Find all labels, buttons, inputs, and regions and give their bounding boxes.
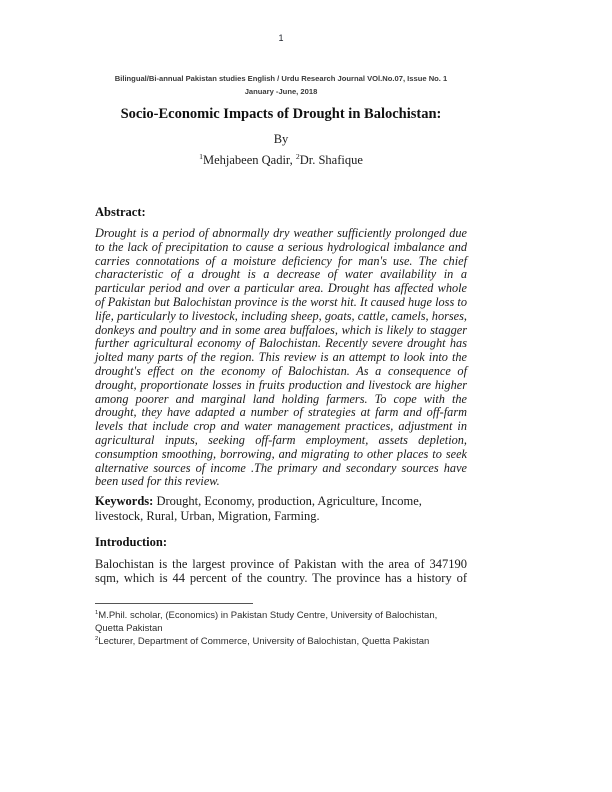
author-1-name: Mehjabeen Qadir, xyxy=(202,153,293,167)
footnote-1 xyxy=(95,609,467,635)
author-1-footnote-marker: 1 xyxy=(199,151,203,161)
introduction-heading: Introduction: xyxy=(95,535,168,550)
footnote-2-marker: 2 xyxy=(95,635,99,642)
journal-header xyxy=(95,72,467,98)
abstract-heading: Abstract: xyxy=(95,205,146,219)
keywords-text: Drought, Economy, production, Agriculture, Income, livestock, Rural, Urban, Migration, Farming. xyxy=(95,494,422,523)
author-2-name: Dr. Shafique xyxy=(299,153,363,167)
introduction-body: Balochistan is the largest province of Pakistan with the area of 347190 sqm, which is 44 percent of the country. The province has a history of xyxy=(95,557,467,586)
authors-line xyxy=(95,152,467,168)
page-number: 1 xyxy=(278,33,284,43)
page-content-column xyxy=(95,0,467,585)
journal-header-line2: January -June, 2018 xyxy=(244,87,318,96)
keywords-label: Keywords: xyxy=(95,494,154,509)
footnote-2 xyxy=(95,635,467,648)
footnote-2-text: Lecturer, Department of Commerce, University of Balochistan, Quetta Pakistan xyxy=(98,636,430,647)
abstract-body: Drought is a period of abnormally dry weather sufficiently prolonged due to the lack of precipitation to cause a serious hydrological imbalance and carries connotations of a moisture deficiency for man's use. The chief characteristic of a drought is a decrease of water availability in a particular period and over a particular area. Drought has affected whole of Pakistan but Balochistan province is the worst hit. It caused huge loss to life, particularly to livestock, including sheep, goats, cattle, camels, horses, donkeys and poultry and in some area buffaloes, which is likely to stagger further agricultural economy of Balochistan. Recently severe drought has jolted many parts of the region. This review is an attempt to look into the drought's effect on the economy of Balochistan. As a consequence of drought, proportionate losses in fruits production and livestock are higher among poorer and marginal land holding farmers. To cope with the drought, they have adapted a number of strategies at farm and off-farm levels that include crop and water management practices, adjustment in agricultural inputs, seeking off-farm employment, assets depletion, consumption smoothing, borrowing, and migrating to other places to seek alternative sources of income .The primary and secondary sources have been used for this review. xyxy=(95,226,467,489)
footnote-1-marker: 1 xyxy=(95,609,99,616)
footnote-1-text: M.Phil. scholar, (Economics) in Pakistan Study Centre, University of Balochistan, Quetta Pakistan xyxy=(95,610,438,634)
author-2-footnote-marker: 2 xyxy=(295,151,300,161)
byline: By xyxy=(273,132,289,146)
footnotes-section xyxy=(95,603,467,648)
keywords-line xyxy=(95,494,467,523)
article-title: Socio-Economic Impacts of Drought in Balochistan: xyxy=(120,106,442,122)
footnote-separator-rule xyxy=(95,603,253,604)
journal-header-line1: Bilingual/Bi-annual Pakistan studies English / Urdu Research Journal VOl.No.07, Issue No. 1 xyxy=(114,74,448,83)
